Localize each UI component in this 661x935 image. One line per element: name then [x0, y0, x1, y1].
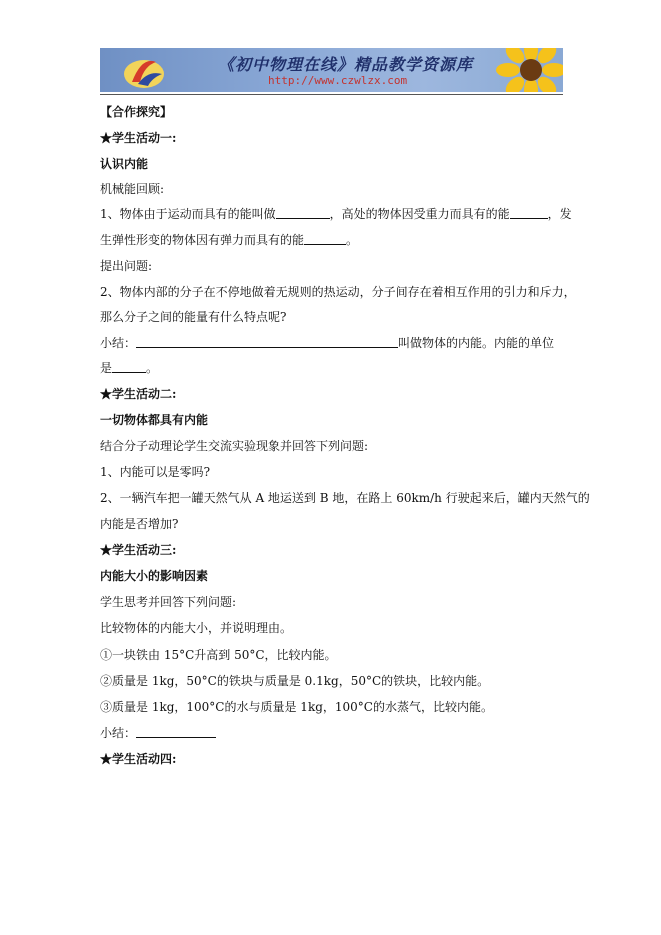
activity-one-heading: ★学生活动一:: [100, 131, 177, 145]
question-one-line1: [100, 206, 572, 222]
compare-item-3: ③质量是 1kg，100°C的水与质量是 1kg，100°C的水蒸气，比较内能。: [100, 700, 493, 714]
question-one-text-d: 生弹性形变的物体因有弹力而具有的能: [100, 233, 305, 247]
question-four-line2: 内能是否增加?: [100, 517, 179, 531]
question-one-text-c: ，发: [547, 207, 572, 221]
question-two-line1: 2、物体内部的分子在不停地做着无规则的热运动，分子间存在着相互作用的引力和斥力，: [100, 285, 576, 299]
question-intro: 提出问题:: [100, 259, 153, 273]
intro-three: 学生思考并回答下列问题:: [100, 595, 237, 609]
banner-title: 《初中物理在线》精品教学资源库: [218, 55, 474, 74]
summary-one-text: 叫做物体的内能。内能的单位: [398, 336, 555, 350]
summary-one-line2: [100, 360, 158, 376]
summary-one-text-d: 。: [146, 361, 159, 375]
compare-item-2: ②质量是 1kg，50°C的铁块与质量是 0.1kg，50°C的铁块，比较内能。: [100, 674, 490, 688]
topic-two-heading: 一切物体都具有内能: [100, 413, 209, 427]
recall-label: 机械能回顾:: [100, 182, 165, 196]
site-logo-icon: [122, 52, 166, 90]
summary-one-label: 小结：: [100, 336, 137, 350]
intro-two: 结合分子动理论学生交流实验现象并回答下列问题:: [100, 439, 369, 453]
activity-four-heading: ★学生活动四:: [100, 752, 177, 766]
banner-divider: [100, 94, 563, 95]
unit-blank[interactable]: [112, 360, 146, 373]
question-one-text-b: ，高处的物体因受重力而具有的能: [329, 207, 510, 221]
elastic-energy-blank[interactable]: [304, 232, 346, 245]
summary-two-label: 小结：: [100, 726, 137, 740]
question-four-line1: 2、一辆汽车把一罐天然气从 A 地运送到 B 地，在路上 60km/h 行驶起来后，罐内天然气的: [100, 491, 590, 505]
question-one-line2: [100, 232, 358, 248]
compare-item-1: ①一块铁由 15°C升高到 50°C，比较内能。: [100, 648, 337, 662]
compare-instruction: 比较物体的内能大小，并说明理由。: [100, 621, 293, 635]
topic-three-heading: 内能大小的影响因素: [100, 569, 209, 583]
potential-energy-blank[interactable]: [510, 206, 548, 219]
kinetic-energy-blank[interactable]: [276, 206, 330, 219]
activity-three-heading: ★学生活动三:: [100, 543, 177, 557]
header-banner: [100, 48, 563, 92]
internal-energy-definition-blank[interactable]: [136, 335, 398, 348]
summary-two-blank[interactable]: [136, 725, 216, 738]
summary-one-text-c: 是: [100, 361, 113, 375]
activity-two-heading: ★学生活动二:: [100, 387, 177, 401]
summary-one-line1: [100, 335, 554, 351]
sunflower-icon: [496, 48, 563, 92]
banner-url[interactable]: http://www.czwlzx.com: [268, 74, 408, 87]
question-three: 1、内能可以是零吗?: [100, 465, 211, 479]
summary-two-line: [100, 725, 216, 741]
question-one-text-a: 1、物体由于运动而具有的能叫做: [100, 207, 276, 221]
question-two-line2: 那么分子之间的能量有什么特点呢?: [100, 310, 287, 324]
question-one-text-e: 。: [346, 233, 359, 247]
topic-one-heading: 认识内能: [100, 157, 149, 171]
section-heading: 【合作探究】: [100, 105, 173, 119]
